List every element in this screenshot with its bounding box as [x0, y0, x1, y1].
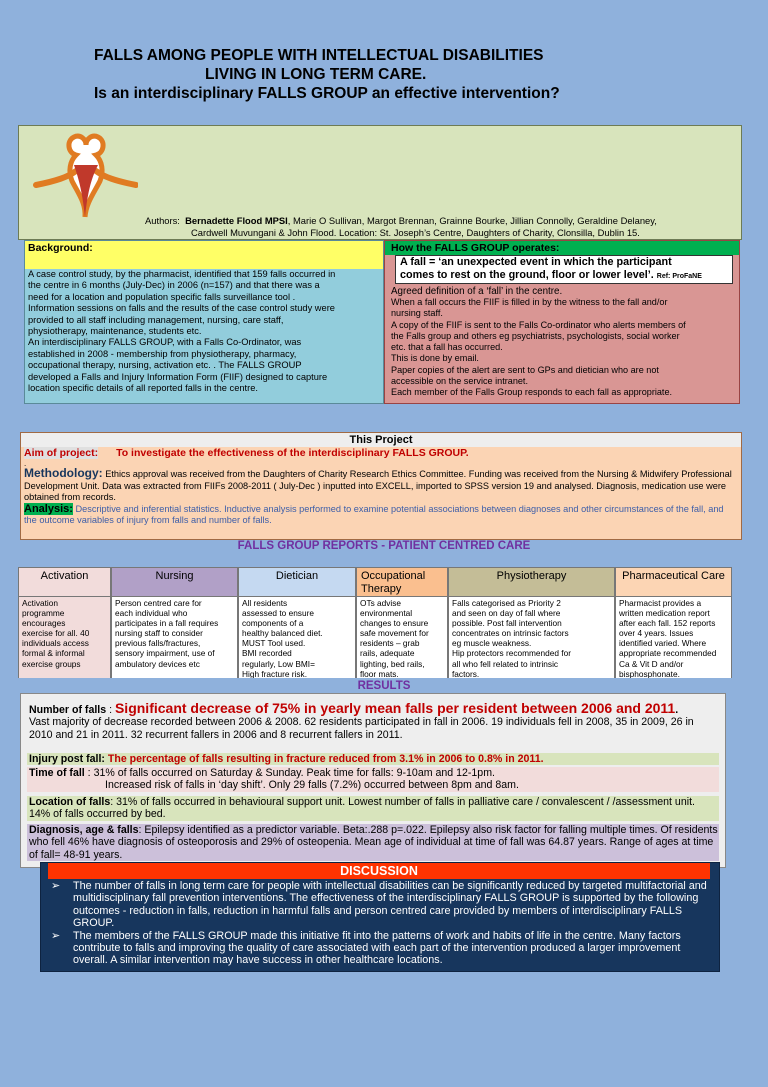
analysis-label: Analysis:: [24, 502, 73, 515]
discipline-text-line: rails, adequate: [360, 648, 415, 659]
operates-panel: [384, 240, 740, 404]
discipline-dietician: [238, 567, 356, 678]
results-injury: [27, 753, 719, 765]
background-line: need for a location and population specific falls surveillance tool .: [28, 291, 296, 302]
discipline-header: Nursing: [112, 568, 237, 597]
discipline-text-line: exercise for all. 40: [22, 628, 90, 639]
location-text: : 31% of falls occurred in behavioural support unit. Lowest number of falls in palliative care / convalescent / /assessment unit. 14% of falls occurred by bed.: [29, 796, 695, 821]
background-line: location specific details of all reported falls in the centre.: [28, 383, 258, 394]
project-panel: [20, 432, 742, 540]
operates-heading: How the FALLS GROUP operates:: [385, 241, 739, 255]
results-diagnosis: [27, 824, 719, 861]
definition-ref: Ref: ProFaNE: [656, 272, 702, 280]
time-text: : 31% of falls occurred on Saturday & Sunday. Peak time for falls: 9-10am and 12-1pm.: [84, 767, 495, 779]
discipline-text-line: possible. Post fall intervention: [452, 618, 562, 629]
results-location: [27, 796, 719, 821]
authors-location: Cardwell Muvungani & John Flood. Location: St. Joseph’s Centre, Daughters of Charity, Clonsilla, Dublin 15.: [191, 227, 640, 238]
discipline-text-line: changes to ensure: [360, 618, 429, 629]
methodology-text: Ethics approval was received from the Daughters of Charity Research Ethics Committee. Funding was received from the Nursing & Midwifery Professional Development Unit. Data was extracted from FIIFs 2008-2011 ( July-Dec ) inputted into EXCELL, imported to SPSS version 19 and analysed. Diagnosis, medication use were obtained from records.: [24, 469, 732, 502]
background-line: developed a Falls and Injury Information Form (FIIF) designed to capture: [28, 371, 328, 382]
discipline-nursing: [111, 567, 238, 678]
results-title: RESULTS: [357, 680, 411, 692]
number-headline: Significant decrease of 75% in yearly mean falls per resident between 2006 and 2011: [114, 700, 676, 716]
lead-author: Bernadette Flood MPSI: [185, 215, 288, 226]
operates-line: A copy of the FIIF is sent to the Falls Co-ordinator who alerts members of: [391, 319, 686, 330]
discipline-occupational-therapy: [356, 567, 448, 678]
poster-title: [0, 46, 768, 103]
discipline-text: [239, 597, 355, 678]
methodology: [21, 468, 741, 504]
discipline-text-line: individuals access: [22, 638, 89, 649]
discipline-text-line: All residents: [242, 598, 288, 608]
discipline-header: Occupational Therapy: [357, 568, 447, 597]
discipline-text-line: participates in a fall requires: [115, 618, 219, 629]
fall-definition: [395, 255, 733, 284]
background-text: [25, 269, 383, 394]
title-line-3: Is an interdisciplinary FALLS GROUP an effective intervention?: [94, 85, 560, 102]
authors-block: [145, 215, 735, 239]
background-line: A case control study, by the pharmacist, identified that 159 falls occurred in: [28, 269, 336, 279]
results-time: [27, 767, 719, 792]
number-sep: :: [106, 704, 115, 716]
discipline-text-line: identified varied. Where: [619, 638, 707, 649]
background-heading: Background:: [25, 241, 383, 269]
discipline-text-line: and seen on day of fall where: [452, 608, 561, 619]
discipline-text-line: after each fall. 152 reports: [619, 618, 716, 629]
discussion-panel: [40, 862, 720, 972]
discipline-text-line: Activation: [22, 598, 58, 608]
discipline-text-line: MUST Tool used.: [242, 638, 306, 649]
discipline-text-line: Ca & Vit D and/or: [619, 658, 684, 669]
discipline-text-line: encourages: [22, 618, 66, 629]
background-line: physiotherapy, maintenance, students etc.: [28, 326, 202, 337]
discipline-text-line: programme: [22, 608, 65, 619]
discipline-text-line: exercise groups: [22, 658, 81, 669]
discipline-activation: [18, 567, 111, 678]
discipline-text-line: ambulatory devices etc: [115, 658, 200, 669]
agreed-definition: Agreed definition of a ‘fall’ in the centre.: [391, 286, 563, 297]
operates-line: Each member of the Falls Group responds to each fall as appropriate.: [391, 387, 673, 398]
discipline-text-line: Hip protectors recommended for: [452, 648, 571, 659]
operates-line: Paper copies of the alert are sent to GPs and dietician who are not: [391, 364, 659, 375]
discussion-heading: DISCUSSION: [48, 863, 710, 879]
discipline-header: Dietician: [239, 568, 355, 597]
aim-dot: .: [24, 459, 27, 468]
discipline-text: [449, 597, 614, 678]
discipline-text: [19, 597, 110, 678]
discipline-text-line: safe movement for: [360, 628, 429, 639]
operates-line: etc. that a fall has occurred.: [391, 342, 503, 353]
discipline-text: [112, 597, 237, 678]
discipline-text-line: healthy balanced diet.: [242, 628, 323, 639]
background-line: established in 2008 - membership from physiotherapy, pharmacy,: [28, 348, 297, 359]
discipline-text-line: components of a: [242, 618, 304, 629]
results-panel: [20, 693, 726, 868]
arrow-bullet-icon: ➢: [51, 929, 61, 942]
number-label: Number of falls: [29, 704, 107, 716]
discipline-text-line: previous falls/fractures,: [115, 638, 201, 649]
discipline-text-line: Pharmacist provides a: [619, 598, 702, 608]
discipline-header: Physiotherapy: [449, 568, 614, 597]
discipline-text: [357, 597, 447, 678]
discussion-item-text: The number of falls in long term care for people with intellectual disabilities can be significantly reduced by targeted multifactorial and multidisciplinary fall prevention interventions. The effectiveness of the interdisciplinary FALLS GROUP is supported by the following outcomes - reduction in falls, reduction in harmful falls and person centred care provided by members of interdisciplinary FALLS GROUP.: [73, 880, 707, 930]
definition-line: A fall = ‘an unexpected event in which the participant: [400, 256, 672, 268]
discipline-text-line: factors.: [452, 668, 480, 678]
number-end: .: [675, 704, 679, 716]
discipline-text-line: written medication report: [619, 608, 710, 619]
discipline-text-line: Falls categorised as Priority 2: [452, 598, 561, 608]
disciplines-table: [18, 567, 725, 678]
discussion-item-text: The members of the FALLS GROUP made this initiative fit into the patterns of work and habits of life in the centre. Many factors contribute to falls and improving the quality of care associated with each part of the intervention produced a larger improvement overall. A similar intervention may have success in other healthcare locations.: [73, 929, 681, 967]
discipline-text-line: over 4 years. Issues: [619, 628, 694, 639]
background-panel: [24, 240, 384, 404]
operates-line: This is done by email.: [391, 353, 479, 364]
discipline-text-line: High fracture risk.: [242, 668, 308, 678]
discipline-text-line: OTs advise: [360, 598, 402, 608]
discipline-text-line: formal & informal: [22, 648, 85, 659]
aim-text: To investigate the effectiveness of the interdisciplinary FALLS GROUP.: [116, 447, 469, 459]
title-line-2: LIVING IN LONG TERM CARE.: [205, 66, 427, 83]
title-line-1: FALLS AMONG PEOPLE WITH INTELLECTUAL DISABILITIES: [94, 47, 544, 64]
discipline-text-line: lighting, bed rails,: [360, 658, 425, 669]
discipline-physiotherapy: [448, 567, 615, 678]
discipline-text-line: eg muscle weakness.: [452, 638, 532, 649]
discipline-text-line: residents – grab: [360, 638, 420, 649]
operates-text: [385, 297, 739, 399]
background-line: occupational therapy, nursing, activation etc. . The FALLS GROUP: [28, 360, 302, 371]
time-label: Time of fall: [29, 767, 85, 779]
aim-label: Aim of project:: [24, 447, 99, 459]
discipline-text-line: sensory impairment, use of: [115, 648, 215, 659]
operates-line: nursing staff.: [391, 308, 443, 319]
authors-label: Authors:: [145, 215, 180, 226]
results-number-of-falls: [27, 702, 719, 741]
discipline-text-line: regularly, Low BMI=: [242, 658, 315, 669]
definition-line: comes to rest on the ground, floor or lower level’.: [400, 268, 654, 281]
discipline-text-line: appropriate recommended: [619, 648, 717, 659]
discipline-text-line: assessed to ensure: [242, 608, 314, 619]
time-text-2: Increased risk of falls in ‘day shift’. Only 29 falls (7.2%) occurred between 8pm and 8am.: [105, 779, 519, 792]
diagnosis-label: Diagnosis, age & falls: [29, 824, 139, 836]
co-authors: , Marie O Sullivan, Margot Brennan, Grainne Bourke, Jillian Connolly, Geraldine Delaney,: [287, 215, 657, 226]
discipline-text-line: nursing staff to consider: [115, 628, 203, 639]
discipline-text: [616, 597, 731, 678]
discipline-text-line: each individual who: [115, 608, 188, 619]
discipline-header: Activation: [19, 568, 110, 597]
discipline-text-line: all who fell related to intrinsic: [452, 658, 559, 669]
injury-label: Injury post fall:: [29, 753, 105, 765]
discipline-text-line: Person centred care for: [115, 598, 202, 608]
location-label: Location of falls: [29, 796, 111, 808]
aim-row: [21, 447, 741, 460]
methodology-label: Methodology:: [24, 466, 103, 480]
reports-title: FALLS GROUP REPORTS - PATIENT CENTRED CARE: [237, 540, 531, 552]
discussion-item: [41, 880, 719, 930]
arrow-bullet-icon: ➢: [51, 880, 61, 892]
operates-line: When a fall occurs the FIIF is filled in by the witness to the fall and/or: [391, 297, 668, 307]
background-line: provided to all staff including management, nursing, care staff,: [28, 314, 284, 325]
operates-line: the Falls group and others eg psychiatrists, psychologists, social worker: [391, 330, 680, 341]
background-line: An interdisciplinary FALLS GROUP, with a Falls Co-Ordinator, was: [28, 337, 302, 348]
background-line: Information sessions on falls and the results of the case control study were: [28, 303, 335, 314]
project-heading: This Project: [21, 433, 741, 447]
injury-text: The percentage of falls resulting in fracture reduced from 3.1% in 2006 to 0.8% in 2011.: [104, 753, 544, 765]
discipline-text-line: concentrates on intrinsic factors: [452, 628, 569, 639]
analysis-text: Descriptive and inferential statistics. Inductive analysis performed to examine potential associations between diagnoses and other circumstances of the fall, and the outcome variables of injury from falls and number of falls.: [24, 503, 724, 525]
discipline-text-line: BMI recorded: [242, 648, 292, 659]
discipline-pharmaceutical-care: [615, 567, 732, 678]
heart-cross-logo-icon: [28, 131, 138, 221]
discipline-header: Pharmaceutical Care: [616, 568, 731, 597]
analysis: [21, 504, 741, 527]
discipline-text-line: floor mats.: [360, 668, 399, 678]
discipline-text-line: bisphosphonate.: [619, 668, 680, 678]
diagnosis-text: : Epilepsy identified as a predictor variable. Beta:.288 p=.022. Epilepsy also risk factor for falling multiple times. Of residents who fell 46% have diagnosis of osteoporosis and 29% of osteopenia. Mean age of individual at time of fall was 64.87 years. Range of ages at time of fall= 48-91 years.: [29, 824, 718, 861]
operates-line: accessible on the service intranet.: [391, 376, 528, 387]
background-line: the centre in 6 months (July-Dec) in 2006 (n=157) and that there was a: [28, 280, 320, 291]
number-text: Vast majority of decrease recorded between 2006 & 2008. 62 residents participated in fall in 2006. 19 individuals fell in 2008, 35 in 2009, 26 in 2010 and 21 in 2011. 32 recurrent fallers in 2006 and 8 recurrent fallers in 2011.: [29, 716, 694, 741]
discipline-text-line: environmental: [360, 608, 413, 619]
discussion-item: [41, 930, 719, 967]
